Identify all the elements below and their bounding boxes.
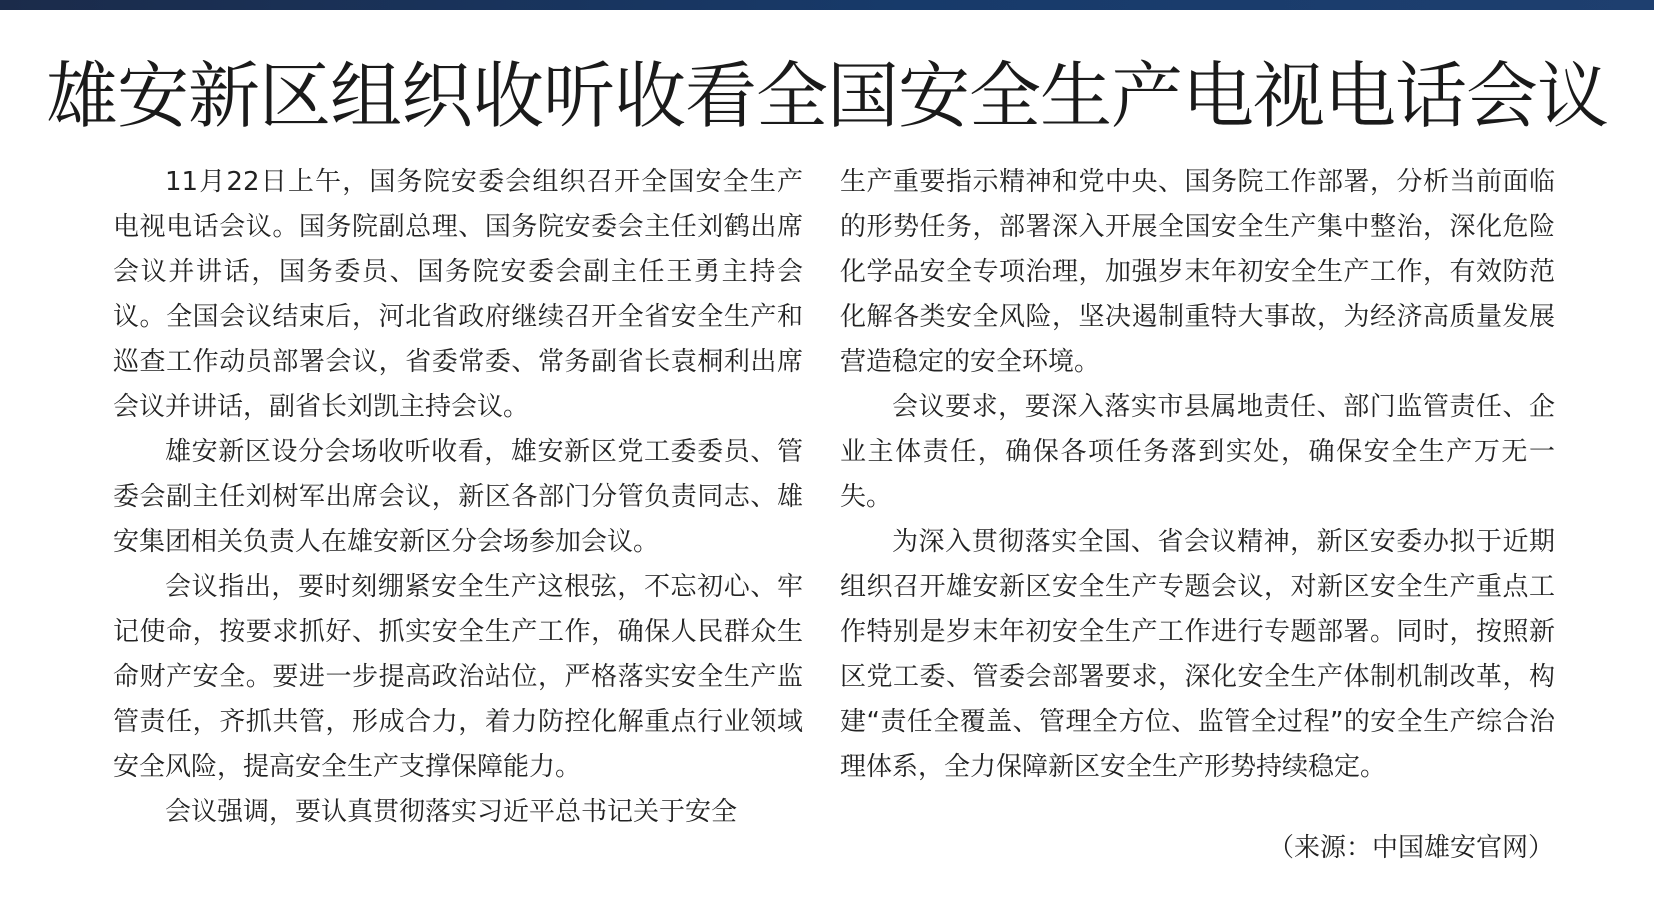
article-paragraph: 会议强调，要认真贯彻落实习近平总书记关于安全 — [165, 797, 738, 827]
article-source: （来源：中国雄安官网） — [1267, 833, 1554, 863]
article-paragraph: 11月22日上午，国务院安委会组织召开全国安全生产电视电话会议。国务院副总理、国务院安委会主任刘鹤出席会议并讲话，国务委员、国务院安委会副主任王勇主持会议。全国会议结束后，河北省政府继续召开全省安全生产和巡查工作动员部署会议，省委常委、常务副省长袁桐利出席会议并讲话，副省长刘凯主持会议。 — [113, 167, 803, 422]
article-column-right — [840, 160, 1555, 790]
top-decorative-bar — [0, 0, 1654, 10]
article-title: 雄安新区组织收听收看全国安全生产电视电话会议 — [45, 54, 1608, 138]
article-paragraph-continuation: 生产重要指示精神和党中央、国务院工作部署，分析当前面临的形势任务，部署深入开展全国安全生产集中整治，深化危险化学品安全专项治理，加强岁末年初安全生产工作，有效防范化解各类安全风险，坚决遏制重特大事故，为经济高质量发展营造稳定的安全环境。 — [840, 167, 1555, 377]
article-paragraph: 雄安新区设分会场收听收看，雄安新区党工委委员、管委会副主任刘树军出席会议，新区各部门分管负责同志、雄安集团相关负责人在雄安新区分会场参加会议。 — [113, 437, 803, 557]
article-paragraph: 为深入贯彻落实全国、省会议精神，新区安委办拟于近期组织召开雄安新区安全生产专题会议，对新区安全生产重点工作特别是岁末年初安全生产工作进行专题部署。同时，按照新区党工委、管委会部署要求，深化安全生产体制机制改革，构建“责任全覆盖、管理全方位、监管全过程”的安全生产综合治理体系，全力保障新区安全生产形势持续稳定。 — [840, 527, 1555, 782]
article-paragraph: 会议要求，要深入落实市县属地责任、部门监管责任、企业主体责任，确保各项任务落到实处，确保安全生产万无一失。 — [840, 392, 1555, 512]
article-column-left — [113, 160, 803, 835]
article-paragraph: 会议指出，要时刻绷紧安全生产这根弦，不忘初心、牢记使命，按要求抓好、抓实安全生产工作，确保人民群众生命财产安全。要进一步提高政治站位，严格落实安全生产监管责任，齐抓共管，形成合力，着力防控化解重点行业领域安全风险，提高安全生产支撑保障能力。 — [113, 572, 803, 782]
